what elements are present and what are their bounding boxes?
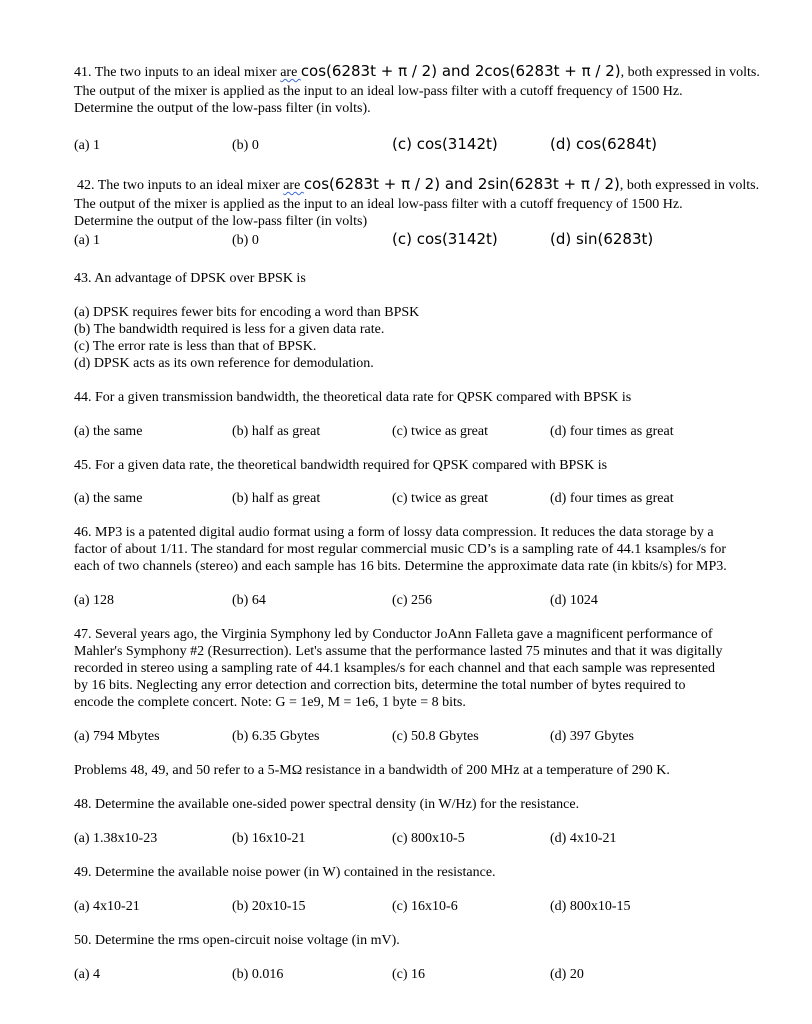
q43-option-d: (d) DPSK acts as its own reference for demodulation. <box>74 356 374 371</box>
q45-option-d: (d) four times as great <box>550 491 674 506</box>
q42-option-d: (d) sin(6283t) <box>550 230 654 248</box>
q42-option-a: (a) 1 <box>74 233 101 248</box>
q47-line-2: Mahler's Symphony #2 (Resurrection). Let's assume that the performance lasted 75 minutes and that it was digitally <box>74 644 723 659</box>
q43-option-a: (a) DPSK requires fewer bits for encoding a word than BPSK <box>74 305 420 320</box>
q41-text-b: , both expressed in volts. <box>620 65 760 80</box>
q47-line-3: recorded in stereo using a sampling rate of 44.1 ksamples/s for each channel and that each sample was represented <box>74 661 716 676</box>
q50-option-c: (c) 16 <box>392 967 426 982</box>
q41-line-3: Determine the output of the low-pass filter (in volts). <box>74 101 371 116</box>
q48-option-c: (c) 800x10-5 <box>392 831 465 846</box>
q45-stem: 45. For a given data rate, the theoretical bandwidth required for QPSK compared with BPSK is <box>74 458 608 473</box>
q42-text-are: are <box>283 178 304 193</box>
q42-text-a: 42. The two inputs to an ideal mixer <box>77 178 284 193</box>
q44-stem: 44. For a given transmission bandwidth, the theoretical data rate for QPSK compared with BPSK is <box>74 390 632 405</box>
q48-option-b: (b) 16x10-21 <box>232 831 306 846</box>
q44-option-c: (c) twice as great <box>392 424 488 439</box>
q41-line-1 <box>74 63 760 81</box>
q48-option-a: (a) 1.38x10-23 <box>74 831 158 846</box>
q44-option-b: (b) half as great <box>232 424 321 439</box>
q45-option-c: (c) twice as great <box>392 491 488 506</box>
q48-option-d: (d) 4x10-21 <box>550 831 617 846</box>
q41-option-b: (b) 0 <box>232 138 259 153</box>
q46-line-1: 46. MP3 is a patented digital audio format using a form of lossy data compression. It reduces the data storage by a <box>74 525 714 540</box>
q41-equation: cos(6283t + π / 2) and 2cos(6283t + π / 2) <box>300 62 621 80</box>
problems-48-50-note: Problems 48, 49, and 50 refer to a 5-MΩ resistance in a bandwidth of 200 MHz at a temperature of 290 K. <box>74 763 670 778</box>
q44-option-a: (a) the same <box>74 424 143 439</box>
q49-option-b: (b) 20x10-15 <box>232 899 306 914</box>
q47-option-b: (b) 6.35 Gbytes <box>232 729 320 744</box>
q43-option-b: (b) The bandwidth required is less for a given data rate. <box>74 322 385 337</box>
q47-option-a: (a) 794 Mbytes <box>74 729 160 744</box>
q50-option-b: (b) 0.016 <box>232 967 284 982</box>
q44-option-d: (d) four times as great <box>550 424 674 439</box>
q46-option-b: (b) 64 <box>232 593 266 608</box>
q48-stem: 48. Determine the available one-sided power spectral density (in W/Hz) for the resistance. <box>74 797 580 812</box>
q50-option-a: (a) 4 <box>74 967 101 982</box>
q49-stem: 49. Determine the available noise power (in W) contained in the resistance. <box>74 865 496 880</box>
q46-option-c: (c) 256 <box>392 593 433 608</box>
q42-option-b: (b) 0 <box>232 233 259 248</box>
q47-option-c: (c) 50.8 Gbytes <box>392 729 479 744</box>
q49-option-d: (d) 800x10-15 <box>550 899 631 914</box>
q41-option-d: (d) cos(6284t) <box>550 135 657 153</box>
q42-option-c: (c) cos(3142t) <box>392 230 498 248</box>
q46-line-3: each of two channels (stereo) and each sample has 16 bits. Determine the approximate data rate (in kbits/s) for MP3. <box>74 559 727 574</box>
q41-text-a: 41. The two inputs to an ideal mixer <box>74 65 281 80</box>
q41-line-2: The output of the mixer is applied as the input to an ideal low-pass filter with a cutoff frequency of 1500 Hz. <box>74 84 683 99</box>
q50-option-d: (d) 20 <box>550 967 584 982</box>
q42-text-b: , both expressed in volts. <box>619 178 760 193</box>
q43-option-c: (c) The error rate is less than that of BPSK. <box>74 339 317 354</box>
q42-line-3: Determine the output of the low-pass filter (in volts) <box>74 214 368 229</box>
q41-option-c: (c) cos(3142t) <box>392 135 498 153</box>
q47-line-1: 47. Several years ago, the Virginia Symphony led by Conductor JoAnn Falleta gave a magnificent performance of <box>74 627 713 642</box>
q46-line-2: factor of about 1/11. The standard for most regular commercial music CD’s is a sampling rate of 44.1 ksamples/s for <box>74 542 727 557</box>
q45-option-a: (a) the same <box>74 491 143 506</box>
q41-text-are: are <box>280 65 301 80</box>
q42-line-2: The output of the mixer is applied as the input to an ideal low-pass filter with a cutoff frequency of 1500 Hz. <box>74 197 683 212</box>
q47-line-4: by 16 bits. Neglecting any error detection and correction bits, determine the total number of bytes required to <box>74 678 686 693</box>
q43-stem: 43. An advantage of DPSK over BPSK is <box>74 271 306 286</box>
q46-option-a: (a) 128 <box>74 593 115 608</box>
q47-option-d: (d) 397 Gbytes <box>550 729 634 744</box>
q47-line-5: encode the complete concert. Note: G = 1e9, M = 1e6, 1 byte = 8 bits. <box>74 695 466 710</box>
q45-option-b: (b) half as great <box>232 491 321 506</box>
q50-stem: 50. Determine the rms open-circuit noise voltage (in mV). <box>74 933 400 948</box>
q49-option-a: (a) 4x10-21 <box>74 899 140 914</box>
q42-equation: cos(6283t + π / 2) and 2sin(6283t + π / 2) <box>303 175 620 193</box>
q42-line-1 <box>77 176 759 194</box>
q46-option-d: (d) 1024 <box>550 593 598 608</box>
q41-option-a: (a) 1 <box>74 138 101 153</box>
q49-option-c: (c) 16x10-6 <box>392 899 458 914</box>
